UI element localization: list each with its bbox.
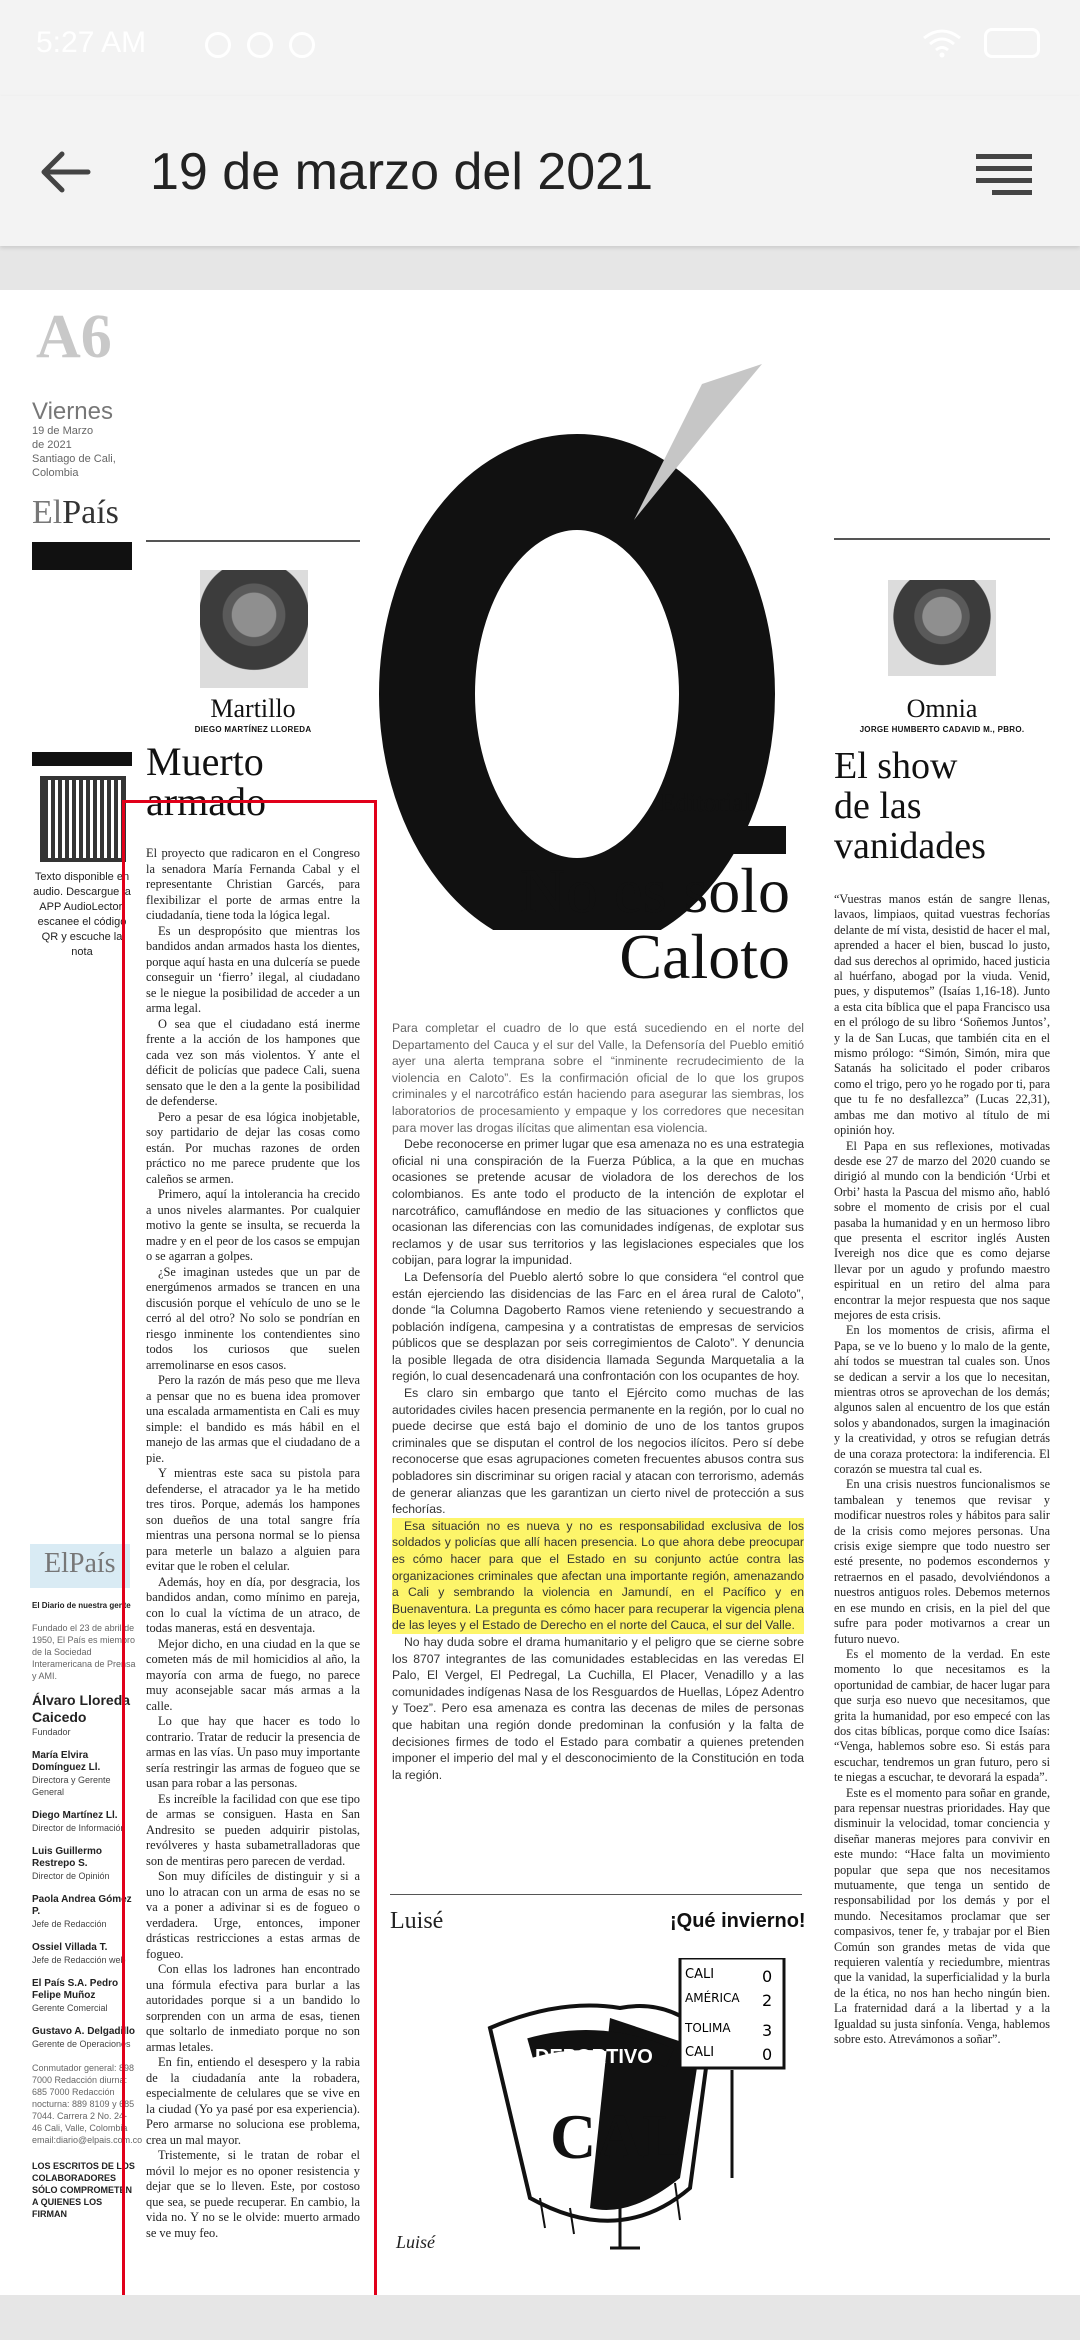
section-bar bbox=[32, 752, 132, 766]
staff-person bbox=[32, 1894, 136, 1930]
headline-line: Caloto bbox=[619, 921, 790, 992]
staff-person bbox=[32, 1810, 136, 1834]
section-bar bbox=[32, 542, 132, 570]
paragraph: Tristemente, si le tratan de robar el móvil lo mejor es no oponer resistencia y dejar que se lo lleven. Este, por costoso que sea, se puede recuperar. En cambio, la vida no. Y no se le olvide: muerto armado se ve muy feo. bbox=[146, 2148, 360, 2240]
paragraph: ¿Se imaginan ustedes que un par de energúmenos armados se trancen en una discusión porque el vehículo de uno se le cerró al del otro? No solo se pondrían en riesgo inminente los contendientes sino todos los curiosos que suelen arremolinarse en esos casos. bbox=[146, 1264, 360, 1372]
paragraph: Es claro sin embargo que tanto el Ejército como muchas de las autoridades civiles hacen presencia permanente en la región, por lo cual no puede decirse que está bajo el dominio de uno de los tantos grupos criminales que se disputan el control de los negocios ilícitos. Pero sí debe reconocerse que esas agrupaciones cometen frecuentes abusos contra sus pobladores sin discriminar su origen racial y atacan con terrorismo, además de generar alianzas que les garantizan un cierto nivel de protección a sus fechorías. bbox=[392, 1386, 804, 1517]
column-rule bbox=[834, 538, 1050, 540]
notification-icon bbox=[247, 32, 273, 58]
paragraph: Primero, aquí la intolerancia ha crecido a unos niveles alarmantes. Por cualquier motivo la gente se insulta, se recuerda la madre y en el peor de los casos se empujan o se agarran a golpes. bbox=[146, 1187, 360, 1263]
qr-caption: Texto disponible en audio. Descargue la APP AudioLector, escanee el código QR y escuche la nota bbox=[33, 871, 131, 958]
date-line: de 2021 bbox=[32, 439, 72, 451]
staff-name: Álvaro Lloreda Caicedo bbox=[32, 1692, 131, 1725]
day-name: Viernes bbox=[32, 398, 113, 425]
paragraph: El Papa en sus reflexiones, motivadas desde ese 27 de marzo del 2020 cuando se dirigió al mundo con la bendición ‘Urbi et Orbi’ hasta la Pascua del mismo año, habló sobre el momento de crisis por el cual pasaba la humanidad y en un hermoso libro que presenta el escritor inglés Austen Ivereigh nos dice que es como dejarse llevar por un agudo y profundo maestro espiritual en un retiro del alma para encontrar la mejor respuesta que nos saque mejores de esta crisis. bbox=[834, 1138, 1050, 1322]
status-time: 5:27 AM bbox=[36, 26, 147, 59]
paragraph: Es increíble la facilidad con que ese tipo de armas se consiguen. Hasta en San Andresito se pueden adquirir pistolas, revólveres y hasta subametralladoras que son de mentiras pero parecen de verdad. bbox=[146, 1791, 360, 1868]
date-line: 19 de Marzo bbox=[32, 425, 94, 437]
system-icons bbox=[922, 28, 1040, 58]
paragraph: La Defensoría del Pueblo alertó sobre lo que considera “el control que están ejerciendo las disidencias de las Farc en el área rural de Caloto”, donde “la Columna Dagoberto Ramos viene reteniendo y secuestrando a población indígena, campesina y a contratistas de empresas de servicios públicos que se desplazan por seis corregimientos de Caloto”. Y denuncia la posible llegada de otra disidencia llamada Segunda Marquetalia a la región, lo cual desencadenará una confrontación con los ocupantes de hoy. bbox=[392, 1269, 804, 1384]
article-body bbox=[834, 892, 1050, 2047]
date-info bbox=[32, 424, 132, 480]
company-entry bbox=[32, 1978, 136, 2014]
cartoon-byline: Luisé bbox=[390, 1908, 444, 1934]
staff-role: Jefe de Redacción bbox=[32, 1919, 107, 1929]
column-author: JORGE HUMBERTO CADAVID M., PBRO. bbox=[859, 725, 1025, 734]
cartoon-illustration bbox=[470, 1958, 790, 2258]
staff-person bbox=[32, 1846, 136, 1882]
highlighted-paragraph: Esa situación no es nueva y no es responsabilidad exclusiva de los soldados y policías que allí hacen presencia. Lo que ahora debe preocupar es cómo hacer para que el Estado en su conjunto actúe contra las organizaciones criminales que afectan una importante región, amenazando a Cali y sembrando la violencia en Jamundí, en el Pacífico y en Buenaventura. La pregunta es cómo hacer para recuperar la vigencia plena de las leyes y el Estado de Derecho en el norte del Cauca, el sur del Valle. bbox=[392, 1518, 804, 1633]
page-title: 19 de marzo del 2021 bbox=[150, 143, 654, 201]
column-author: DIEGO MARTÍNEZ LLOREDA bbox=[194, 725, 312, 734]
masthead-logo: ElPaís bbox=[30, 1544, 130, 1588]
staff-role: Fundador bbox=[32, 1727, 71, 1737]
contact-info: Conmutador general: 898 7000 Redacción diurna: 685 7000 Redacción nocturna: 889 8109 y 685 7044. Carrera 2 No. 24-46 Cali, Valle, Colombia email:diario@elpais.com.co bbox=[32, 2063, 143, 2145]
company-role: Gerente Comercial bbox=[32, 2003, 108, 2013]
paragraph: “Vuestras manos están de sangre llenas, lavaos, limpiaos, quitad vuestras fechorías delante de mí vista, desistid de hacer el mal, aprended a hacer el bien, buscad lo justo, dad sus derechos al oprimido, haced justicia al huérfano, abogad por la viuda. Venid, pues, y disputemos” (Isaías 1,16-18). Junto a esta cita bíblica que el papa Francisco usa en el prólogo de su libro ‘Soñemos Juntos’, y la de San Lucas, que también cita en el mismo prólogo: “Simón, Simón, mira que Satanás ha solicitado el poder cribaros como el trigo, pero yo he rogado por ti, para que tu fe no desfallezca” (Lucas 22,31), ambas me dan motivo al título de mi opinión hoy. bbox=[834, 892, 1050, 1138]
tagline: El Diario de nuestra gente bbox=[32, 1601, 131, 1610]
newspaper-page[interactable] bbox=[0, 290, 1080, 2295]
paragraph: Para completar el cuadro de lo que está sucediendo en el norte del Departamento del Cauca y el sur del Valle, la Defensoría del Pueblo emitió ayer una alerta temprana sobre el “inminente recrudecimiento de la violencia en Caloto”. Es la confirmación oficial de lo que los grupos criminales y el narcotráfico están haciendo para asegurar las siembras, los laboratorios de procesamiento y empaque y los corredores que necesitan para mover las drogas ilícitas que alimentan esa violencia. bbox=[392, 1021, 804, 1135]
cartoon-rule bbox=[390, 1894, 802, 1895]
paragraph: Son muy difíciles de distinguir y si a uno lo atracan con un arma de esas no se va a poner a adivinar si es de fogueo o verdadera. Urge, entonces, imponer drásticas restricciones a estas armas de fogueo. bbox=[146, 1869, 360, 1961]
section-bar bbox=[684, 826, 786, 854]
paragraph: Lo que hay que hacer es todo lo contrario. Tratar de reducir la presencia de armas en las vías. Un paso muy importante sería restringir las armas de fogueo que se usan para robar a las personas. bbox=[146, 1714, 360, 1790]
author-photo bbox=[200, 570, 308, 688]
paragraph: Pero la razón de más peso que me lleva a pensar que no es buena idea promover una escalada armamentista en Cali es muy simple: el bandido es más hábil en el manejo de las armas que el ciudadano de a pie. bbox=[146, 1373, 360, 1465]
headline-line: de las bbox=[834, 785, 922, 827]
staff-name: Ossiel Villada T. bbox=[32, 1942, 108, 1953]
score-value: 3 bbox=[762, 2021, 773, 2040]
date-line: Santiago de Cali, bbox=[32, 453, 116, 465]
logo-part: El bbox=[32, 494, 63, 531]
editorial-body bbox=[392, 1020, 804, 1783]
company-role: Gerente de Operaciones bbox=[32, 2039, 131, 2049]
editorial-label: Editorial bbox=[660, 788, 751, 817]
logo-part: País bbox=[62, 494, 119, 531]
score-value: 0 bbox=[762, 2045, 773, 2064]
score-team: TOLIMA bbox=[685, 2021, 731, 2035]
shield-text: DEPORTIVO bbox=[535, 2046, 653, 2068]
staff-person bbox=[32, 1692, 136, 1738]
paragraph: Es el momento de la verdad. En este momento lo que necesitamos es la oportunidad de cambiar, de hacer lugar para que surja eso nuevo que necesitamos, que grita la humanidad, por eso empecé con las dos citas bíblicas, porque como dice Isaías: “Venga, hablemos sobre eso. Si estás para escuchar, tendremos un gran futuro, pero si te niegas a escuchar, te devorará la espada”. bbox=[834, 1646, 1050, 1785]
score-team: CALI bbox=[685, 1967, 715, 1982]
status-bar bbox=[0, 0, 1080, 96]
notification-icons bbox=[205, 32, 315, 58]
paragraph: Con ellas los ladrones han encontrado una fórmula efectiva para burlar a las autoridades porque si a un bandido lo sorprenden con un arma de esas, tienen que soltarlo de inmediato porque no son armas letales. bbox=[146, 1962, 360, 2054]
paragraph: Este es el momento para soñar en grande, para repensar nuestras prioridades. Hay que disminuir la velocidad, tomar conciencia y diseñar maneras mejores para convivir en este mundo: “Hace falta un movimiento popular que sepa que nos necesitamos mutuamente, que tenga un sentido de responsabilidad por los demás y por el mundo. Necesitamos proclamar que ser compasivos, tener fe, y trabajar por el Bien Común son grandes metas de vida que requieren valentía y reciedumbre, mientras que la vanidad, la superficialidad y la burla de la ética, no nos han hecho ningún bien. La fraternidad dará a la libertad y a la Igualdad su justa sinfonía. Venga, hablemos sobre esto. Atrevámonos a soñar”. bbox=[834, 1785, 1050, 2047]
staff-role: Jefe de Redacción web bbox=[32, 1955, 126, 1965]
selection-highlight-box bbox=[122, 800, 377, 2295]
article-headline bbox=[834, 746, 1050, 866]
editorial-headline bbox=[400, 855, 790, 992]
headline-line: vanidades bbox=[834, 825, 986, 867]
paragraph: En fin, entiendo el desespero y la rabia de la ciudadanía ante la robadera, especialmente de celulares que se vive en la ciudad (Yo ya pasé por esa experiencia). Pero armarse no soluciona ese problema, crea un mal mayor. bbox=[146, 2055, 360, 2147]
headline-line: El show bbox=[834, 745, 958, 787]
cartoon-signature: Luisé bbox=[396, 2232, 436, 2252]
staff-name: María Elvira Domínguez Ll. bbox=[32, 1750, 101, 1773]
score-team: AMÉRICA bbox=[685, 1991, 740, 2005]
list-menu-icon[interactable] bbox=[974, 148, 1034, 196]
disclaimer-note: LOS ESCRITOS DE LOS COLABORADORES SÓLO COMPROMETEN A QUIENES LOS FIRMAN bbox=[32, 2161, 135, 2219]
notification-icon bbox=[289, 32, 315, 58]
staff-role: Director de Opinión bbox=[32, 1871, 110, 1881]
back-arrow-icon[interactable] bbox=[36, 142, 96, 202]
app-bar bbox=[0, 96, 1080, 246]
staff-name: Diego Martínez Ll. bbox=[32, 1810, 118, 1821]
paragraph: Además, hoy en día, por desgracia, los bandidos andan, como mínimo en pareja, con lo cual la víctima de un atraco, de todas maneras, está en desventaja. bbox=[146, 1574, 360, 1635]
article-headline: Muerto armado bbox=[146, 739, 266, 824]
column-name: Omnia bbox=[906, 694, 978, 723]
paragraph: No hay duda sobre el drama humanitario y el peligro que se cierne sobre los 8707 integrantes de las comunidades establecidas en las veredas El Palo, El Vergel, El Pedregal, La Cuchilla, El Placer, Venadillo y a las comunidades indígenas Nasa de los Resguardos de Huellas, López Adentro y Toez”. Pero esa amenaza es contra las decenas de miles de personas que habitan una región donde predominan la confusión y la falta de decisiones firmes de todo el Estado para combatir a quienes pretenden imponer el imperio del mal y el desconocimiento de la Constitución en toda la región. bbox=[392, 1634, 804, 1782]
staff-person bbox=[32, 1750, 136, 1798]
score-team: CALI bbox=[685, 2045, 715, 2060]
paragraph: O sea que el ciudadano está inerme frente a la acción de los hampones que cada vez son más violentos. Y ante el déficit de policías que padece Cali, suena sensato que le den a la gente la posibilidad de defenderse. bbox=[146, 1016, 360, 1108]
score-value: 0 bbox=[762, 1967, 773, 1986]
staff-name: Paola Andrea Gómez P. bbox=[32, 1894, 132, 1917]
staff-person bbox=[32, 1942, 136, 1966]
founded-text: Fundado el 23 de abril de 1950, El País es miembro de la Sociedad Interamericana de Prensa y AMI. bbox=[32, 1623, 136, 1681]
author-photo bbox=[888, 580, 996, 676]
staff-name: Luis Guillermo Restrepo S. bbox=[32, 1846, 103, 1869]
newspaper-logo bbox=[32, 494, 119, 532]
staff-role: Director de Información bbox=[32, 1823, 126, 1833]
company-entry bbox=[32, 2026, 136, 2050]
score-value: 2 bbox=[762, 1991, 773, 2010]
date-line: Colombia bbox=[32, 467, 79, 479]
staff-role: Directora y Gerente General bbox=[32, 1775, 111, 1797]
paragraph: Pero a pesar de esa lógica inobjetable, soy partidario de dejar las cosas como están. Por muchas razones de orden práctico no me parece prudente que los caleños se armen. bbox=[146, 1109, 360, 1186]
column-name: Martillo bbox=[210, 694, 296, 723]
company-name: Gustavo A. Delgadillo bbox=[32, 2026, 135, 2037]
notification-icon bbox=[205, 32, 231, 58]
paragraph: Debe reconocerse en primer lugar que esa amenaza no es una estrategia oficial ni una conspiración de la Fuerza Pública, a la que en muchas ocasiones se pretende acusar de violadora de los derechos de los colombianos. Es ante todo el producto de la intención de explotar el narcotráfico, camuflándose en medio de las situaciones y conflictos que ocasionan las diferencias con las comunidades indígenas, de explotar sus reclamos y de usar sus territorios y las legislaciones especiales que los cobijan, para lograr la impunidad. bbox=[392, 1137, 804, 1268]
paragraph: Y mientras este saca su pistola para defenderse, el atracador ya le ha metido tres tiros. Porque, además los hampones son dueños de una total sangre fría mientras una persona normal se lo piensa para meterle un balazo a alguien para evitar que le roben el celular. bbox=[146, 1466, 360, 1573]
company-name: El País S.A. Pedro Felipe Muñoz bbox=[32, 1978, 119, 2001]
paragraph: Es un despropósito que mientras los bandidos andan armados hasta los dientes, porque aquí hasta en una dulcería se puede conseguir un ‘fierro’ ilegal, al ciudadano se le niegue la posibilidad de acceder a un arma legal. bbox=[146, 923, 360, 1015]
page-number: A6 bbox=[36, 303, 112, 371]
headline-line: No es solo bbox=[519, 855, 790, 926]
paragraph: Mejor dicho, en una ciudad en la que se cometen más de mil homicidios al año, la mayoría con arma de fuego, no parece muy aconsejable sacar más armas a la calle. bbox=[146, 1636, 360, 1713]
staff-box bbox=[32, 1600, 143, 2220]
paragraph: En una crisis nuestros funcionalismos se tambalean y tenemos que revisar y modificar nuestros roles y hábitos para salir de la crisis como mejores personas. Una crisis exige siempre que todo nuestro ser esté presente, no podemos escondernos y retraernos en el pasado, devolviéndonos a nuestros antiguos roles. Debemos meternos en ese mundo en crisis, en la piel del que sufre para poder motivarnos a crear un futuro nuevo. bbox=[834, 1477, 1050, 1646]
qr-code[interactable] bbox=[40, 776, 126, 862]
wifi-icon bbox=[922, 28, 962, 58]
shield-letters: CAL bbox=[550, 2101, 686, 2172]
cartoon-title: ¡Qué invierno! bbox=[670, 1910, 806, 1932]
column-rule bbox=[146, 540, 360, 542]
battery-icon bbox=[984, 28, 1040, 58]
paragraph: En los momentos de crisis, afirma el Papa, se ve lo bueno y lo malo de la gente, ahí todos se muestran tal cuales son. Unos se dedican a servir a los que lo necesitan, mientras otros se aprovechan de los demás; algunos salen al encuentro de los que están solos y abandonados, surgen la imaginación y la creatividad, y otros se refugian detrás de una coraza protectora: la indiferencia. El corazón se muestra tal cual es. bbox=[834, 1323, 1050, 1477]
paragraph: El proyecto que radicaron en el Congreso la senadora María Fernanda Cabal y el representante Christian Garcés, para flexibilizar el porte de armas entre la ciudadanía, tiene toda la lógica legal. bbox=[146, 846, 360, 922]
